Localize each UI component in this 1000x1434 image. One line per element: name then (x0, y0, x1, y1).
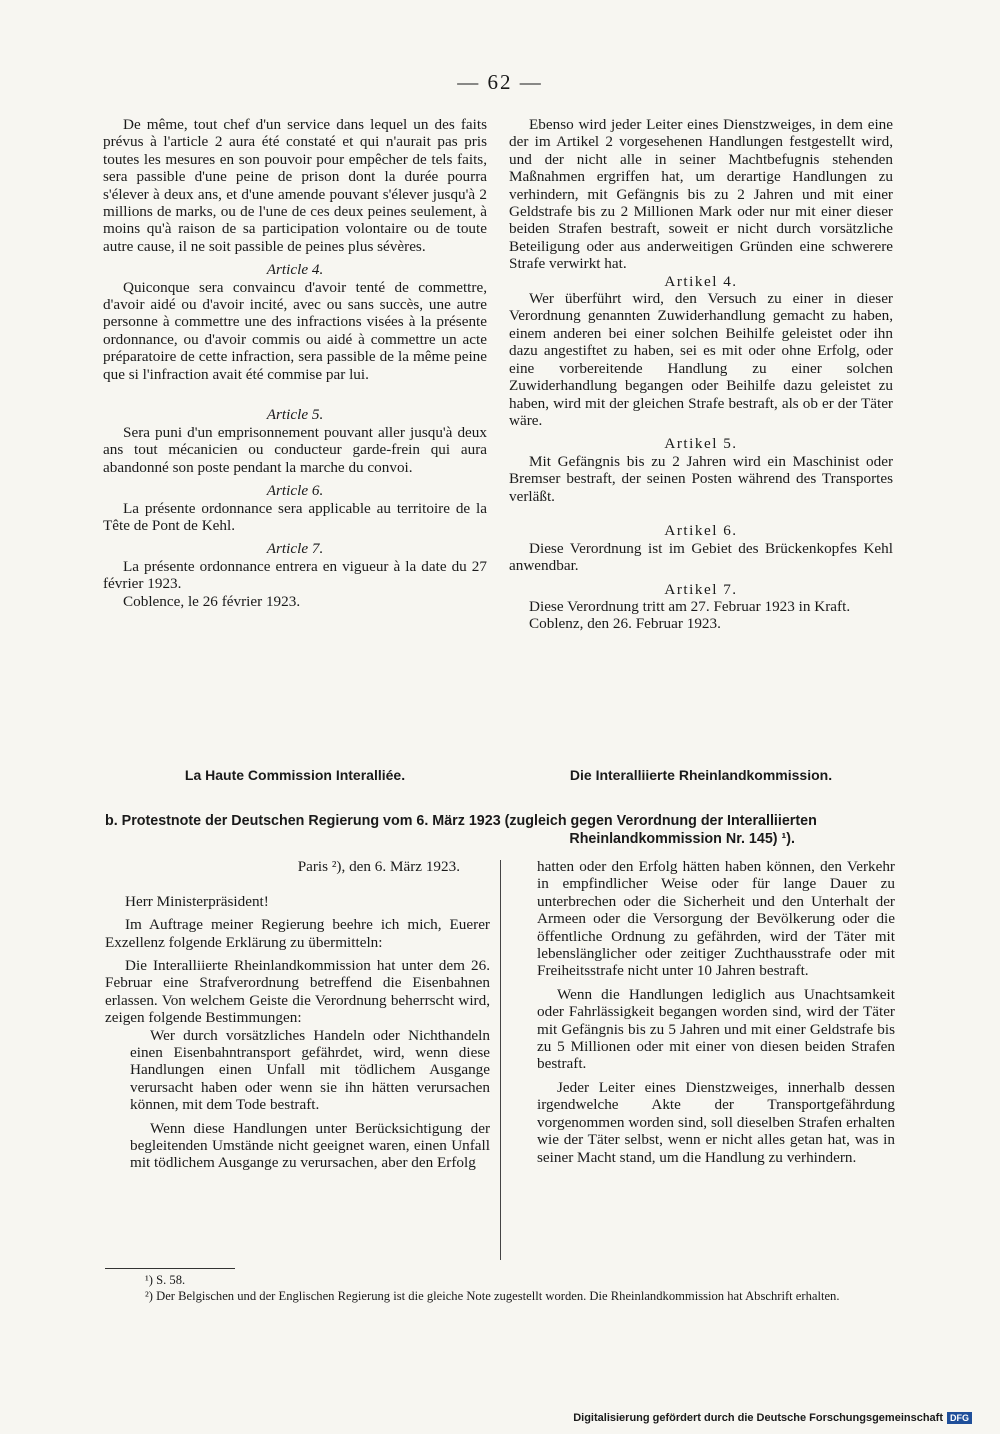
french-date: Coblence, le 26 février 1923. (123, 592, 301, 610)
footer-text: Digitalisierung gefördert durch die Deutsche Forschungsgemeinschaft (573, 1412, 943, 1424)
german-column (509, 116, 893, 633)
german-article-6-title: Artikel 6. (664, 522, 738, 540)
quoted-provision: Wer durch vorsätzliches Handeln oder Nichthandeln einen Eisenbahntransport gefährdet, wird, wenn diese Handlungen einen Unfall mit tödlichem Ausgange verursacht haben oder wenn sie ihn hätten verursachen können, mit dem Tode bestraft. (130, 1026, 490, 1114)
quoted-provision: Wenn die Handlungen lediglich aus Unachtsamkeit oder Fahrlässigkeit begangen worden sind, wird der Täter mit Gefängnis bis zu 5 Jahren und mit einer Geldstrafe bis zu 5 Millionen oder mit einer von diesen beiden Strafen bestraft. (537, 985, 895, 1073)
quoted-provision: Jeder Leiter eines Dienstzweiges, innerhalb dessen irgendwelche Akte der Transportgefährdung vorgenommen worden sind, soll dieselben Strafen erhalten wie der Täter selbst, wenn er nicht alles getan hat, was in seiner Macht stand, um die Handlung zu verhindern. (537, 1078, 895, 1166)
french-article-5-title: Article 5. (266, 406, 324, 424)
dfg-logo: DFG (947, 1412, 972, 1424)
german-article-4: Wer überführt wird, den Versuch zu einer in dieser Verordnung genannten Zuwiderhandlung gemacht zu haben, einem anderen bei einer solchen Beihilfe geleistet oder ihn dazu angestiftet zu haben, sei es mit oder ohne Erfolg, oder eine vorbereitende Handlung zu einer solchen Zuwiderhandlung begangen oder Beihilfe dazu geleistet zu haben, wird mit der gleichen Strafe bestraft, als ob er der Täter wäre. (509, 290, 893, 429)
footnote-2: ²) Der Belgischen und der Englischen Regierung ist die gleiche Note zugestellt worden. Die Rheinlandkommission hat Abschrift erhalten. (145, 1289, 840, 1303)
german-article-5-title: Artikel 5. (664, 435, 738, 453)
french-signature: La Haute Commission Interalliée. (184, 767, 406, 783)
letter-paragraph: Die Interalliierte Rheinlandkommission hat unter dem 26. Februar eine Strafverordnung betreffend die Eisenbahnen erlassen. Von welchem Geiste die Verordnung beherrscht wird, zeigen folgende Bestimmungen: (105, 957, 490, 1027)
french-article-7-title: Article 7. (266, 540, 324, 558)
french-article-7: La présente ordonnance entrera en vigueur à la date du 27 février 1923. (103, 557, 487, 593)
german-article-5: Mit Gefängnis bis zu 2 Jahren wird ein Maschinist oder Bremser bestraft, der seinen Posten während des Transportes verläßt. (509, 452, 893, 505)
french-article-4-title: Article 4. (266, 261, 324, 279)
column-divider (500, 860, 501, 1260)
section-title (105, 812, 895, 848)
letter-paragraph: Im Auftrage meiner Regierung beehre ich mich, Euerer Exzellenz folgende Erklärung zu übermitteln: (105, 916, 490, 951)
footnote-1: ¹) S. 58. (145, 1273, 186, 1287)
german-signature: Die Interalliierte Rheinlandkommission. (569, 767, 833, 783)
french-article-5: Sera puni d'un emprisonnement pouvant aller jusqu'à deux ans tout mécanicien ou conducteur garde-frein qui aura abandonné son poste pendant la marche du convoi. (103, 423, 487, 476)
letter-right-column (512, 858, 895, 1166)
french-article-6-title: Article 6. (266, 482, 324, 500)
german-article-4-title: Artikel 4. (664, 272, 738, 290)
footnote-rule (105, 1268, 235, 1269)
quoted-provision: Wenn diese Handlungen unter Berücksichtigung der begleitenden Umstände nicht geeignet waren, einen Unfall mit tödlichem Ausgange zu verursachen, aber den Erfolg (130, 1119, 490, 1172)
german-article-6: Diese Verordnung ist im Gebiet des Brückenkopfes Kehl anwendbar. (509, 539, 893, 575)
page-number: — 62 — (457, 70, 543, 94)
german-article-7-title: Artikel 7. (664, 580, 738, 598)
german-paragraph: Ebenso wird jeder Leiter eines Dienstzweiges, in dem eine der im Artikel 2 vorgesehenen Handlungen festgestellt wird, und der nicht alle in seiner Machtbefugnis stehenden Maßnahmen ergriffen hat, um derartige Handlungen zu verhindern, mit Gefängnis bis zu 2 Jahren und mit einer Geldstrafe bis zu 2 Millionen Mark oder nur mit einer dieser beiden Strafen bestraft, soweit er nicht durch vorsätzliche Beteiligung oder aus anderweitigen Gründen eine schwerere Strafe verwirkt hat. (509, 116, 893, 273)
letter-left-column (105, 858, 490, 1172)
french-article-6: La présente ordonnance sera applicable au territoire de la Tête de Pont de Kehl. (103, 499, 487, 534)
french-paragraph: De même, tout chef d'un service dans lequel un des faits prévus à l'article 2 aura été constaté et qui n'aurait pas pris toutes les mesures en son pouvoir pour empêcher de tels faits, sera passible d'une peine de prison dont la durée pourra s'élever à deux ans, et d'une amende pouvant s'élever jusqu'à 2 millions de marks, ou de l'une de ces deux peines seulement, à moins qu'à raison de sa participation volontaire ou de toute autre cause, il ne soit passible de peines plus sévères. (103, 116, 487, 255)
digitization-footer (573, 1412, 972, 1424)
section-title-line-2: Rheinlandkommission Nr. 145) ¹). (569, 831, 795, 847)
place-date: Paris ²), den 6. März 1923. (297, 858, 460, 875)
german-article-7: Diese Verordnung tritt am 27. Februar 1923 in Kraft. (529, 597, 851, 615)
section-title-line-1: b. Protestnote der Deutschen Regierung vom 6. März 1923 (zugleich gegen Verordnung der Interalliierten (105, 813, 817, 829)
german-date: Coblenz, den 26. Februar 1923. (529, 615, 721, 633)
salutation: Herr Ministerpräsident! (125, 892, 269, 910)
quoted-provision: hatten oder den Erfolg hätten haben können, den Verkehr in empfindlicher Weise oder für lange Dauer zu unterbrechen oder die Sicherheit und den Unterhalt der Armeen oder die Versorgung der Bevölkerung oder die öffentliche Ordnung zu gefährden, wird der Täter mit lebenslänglicher oder zeitiger Zuchthausstrafe oder mit Freiheitsstrafe nicht unter 10 Jahren bestraft. (537, 858, 895, 980)
french-article-4: Quiconque sera convaincu d'avoir tenté de commettre, d'avoir aidé ou d'avoir incité, avec ou sans succès, une autre personne à commettre une des infractions visées à la présente ordonnance, ou d'avoir commis ou aidé à commettre un acte préparatoire de cette infraction, sera passible de la même peine que si l'infraction avait été commise par lui. (103, 278, 487, 383)
french-column (103, 116, 487, 610)
